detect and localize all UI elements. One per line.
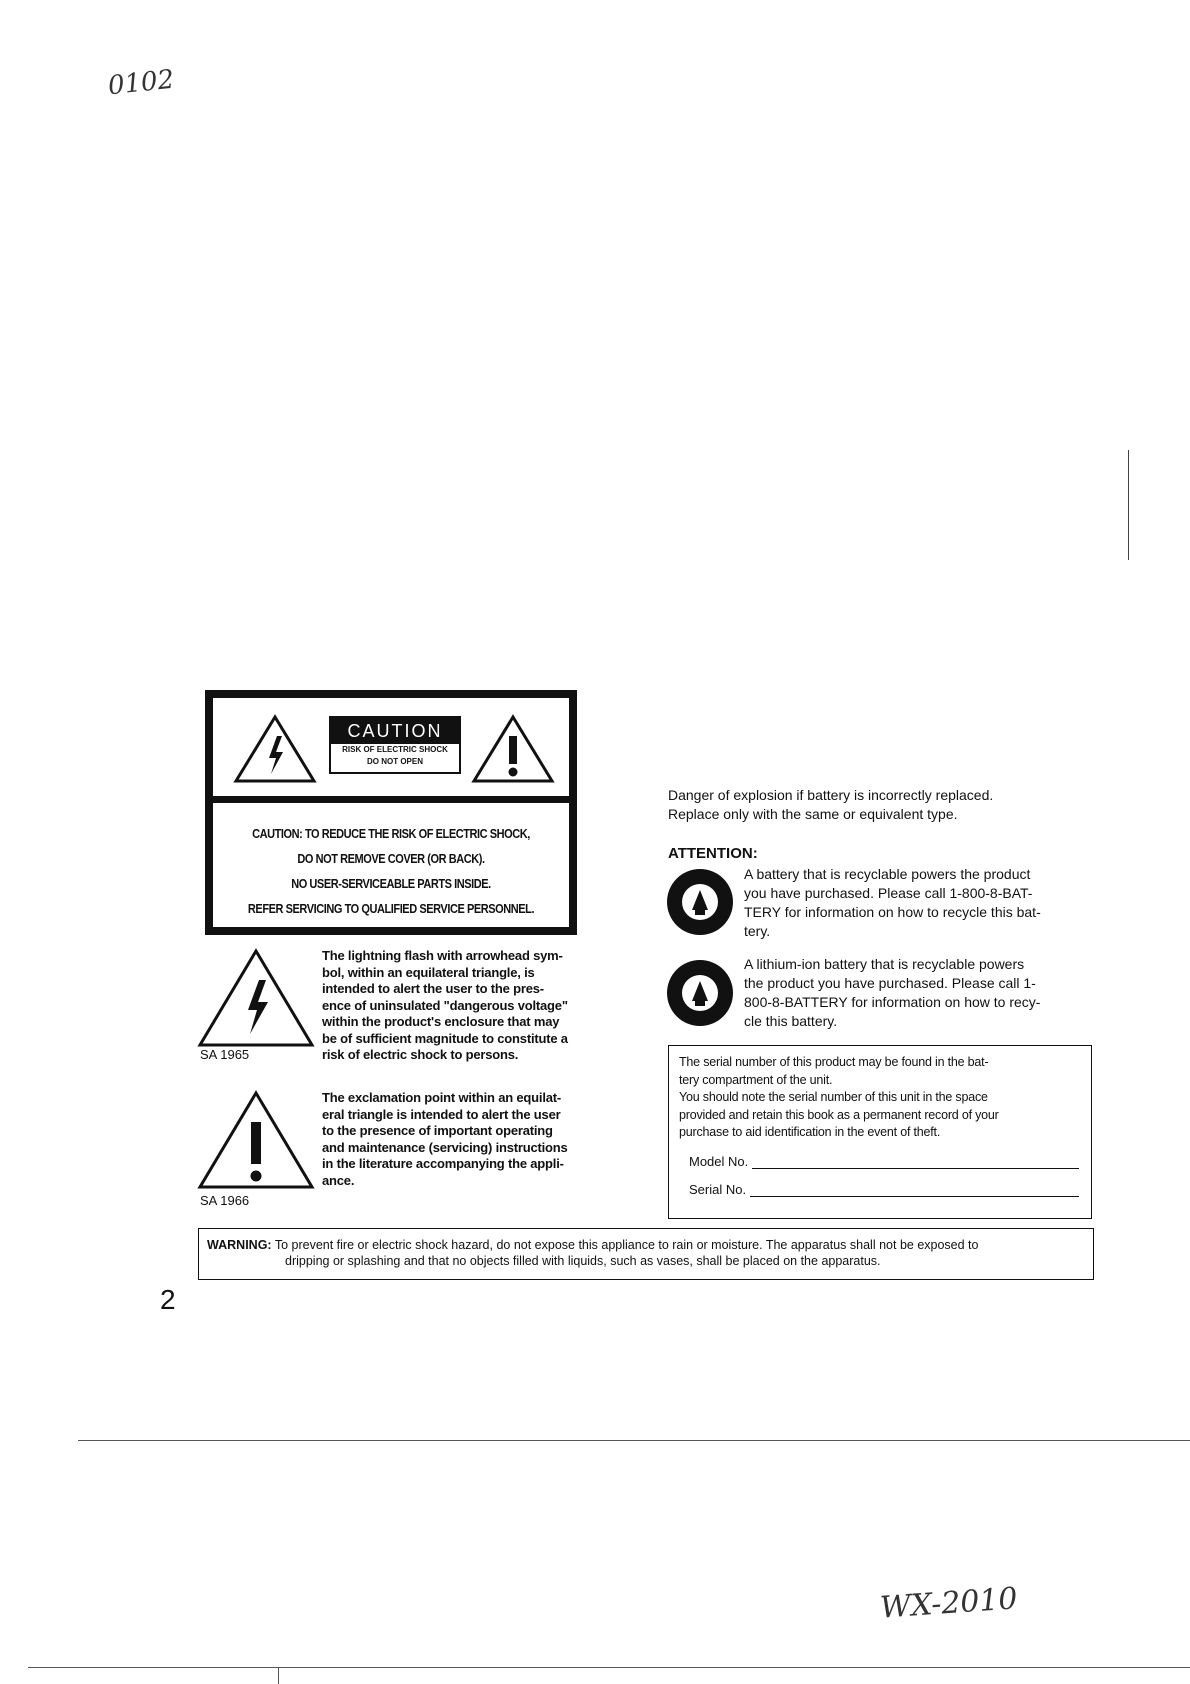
model-no-label: Model No. <box>689 1154 749 1169</box>
warning-line-1: To prevent fire or electric shock hazard, do not expose this appliance to rain or moisture. The apparatus shall not be exposed to <box>274 1238 979 1252</box>
warning-line-2: dripping or splashing and that no objects filled with liquids, such as vases, shall be placed on the apparatus. <box>285 1254 881 1268</box>
serial-no-label: Serial No. <box>689 1182 747 1197</box>
danger-notice <box>668 786 1108 824</box>
caution-line-4: REFER SERVICING TO QUALIFIED SERVICE PERSONNEL. <box>247 902 535 916</box>
serial-no-field <box>689 1182 1079 1197</box>
exclamation-symbol-code: SA 1966 <box>200 1193 250 1208</box>
page-number: 2 <box>160 1284 176 1315</box>
caution-divider <box>213 796 569 803</box>
warning-box <box>198 1228 1094 1280</box>
lightning-symbol-description: The lightning flash with arrowhead sym- bol, within an equilateral triangle, is intended to alert the user to the pres- ence of uninsulated "dangerous voltage" within the product's enclosure that may be of sufficient magnitude to constitute a risk of electric shock to persons. <box>322 948 568 1062</box>
handwritten-model-note: WX-2010 <box>878 1581 1019 1626</box>
handwritten-note-top: 0102 <box>106 64 176 102</box>
lightning-symbol-icon <box>196 948 316 1048</box>
lightning-triangle-icon <box>233 714 317 784</box>
model-no-line <box>752 1156 1079 1169</box>
caution-line-1: CAUTION: TO REDUCE THE RISK OF ELECTRIC SHOCK, <box>252 827 530 841</box>
caution-box <box>205 690 577 935</box>
caution-header: CAUTION <box>331 718 459 744</box>
model-no-field <box>689 1154 1079 1169</box>
attention-item-2: A lithium-ion battery that is recyclable powers the product you have purchased. Please call 1- 800-8-BATTERY for information on how to recy- cle this battery. <box>744 956 1041 1029</box>
caution-sub-1: RISK OF ELECTRIC SHOCK <box>342 745 448 754</box>
warning-label: WARNING: <box>207 1238 272 1252</box>
attention-item-1: A battery that is recyclable powers the product you have purchased. Please call 1-800-8-BAT- TERY for information on how to recycle this bat- tery. <box>744 866 1041 939</box>
serial-number-box <box>668 1045 1092 1219</box>
exclamation-symbol-icon <box>196 1090 316 1190</box>
exclamation-triangle-icon <box>471 714 555 784</box>
recycle-badge-icon <box>664 866 736 938</box>
lightning-symbol-code: SA 1965 <box>200 1047 250 1062</box>
caution-label <box>329 716 461 774</box>
bottom-rule <box>28 1667 1190 1668</box>
caution-line-2: DO NOT REMOVE COVER (OR BACK). <box>297 852 485 866</box>
caution-line-3: NO USER-SERVICEABLE PARTS INSIDE. <box>291 877 491 891</box>
right-edge-mark <box>1128 450 1129 560</box>
liion-recycle-badge-icon <box>664 957 736 1029</box>
exclamation-symbol-description: The exclamation point within an equilat- eral triangle is intended to alert the user to the presence of important operating and maintenance (servicing) instructions in the literature accompanying the appli- ance. <box>322 1090 568 1188</box>
horizontal-rule <box>78 1440 1190 1441</box>
caution-sub-2: DO NOT OPEN <box>366 757 423 766</box>
serial-no-line <box>750 1184 1079 1197</box>
bottom-tick <box>278 1667 279 1684</box>
danger-line-2: Replace only with the same or equivalent type. <box>668 806 958 822</box>
danger-line-1: Danger of explosion if battery is incorrectly replaced. <box>668 787 994 803</box>
attention-title: ATTENTION: <box>668 845 758 862</box>
serial-note: The serial number of this product may be found in the bat- tery compartment of the unit. You should note the serial number of this unit in the space provided and retain this book as a permanent record of your purchase to aid identification in the event of theft. <box>679 1055 999 1139</box>
